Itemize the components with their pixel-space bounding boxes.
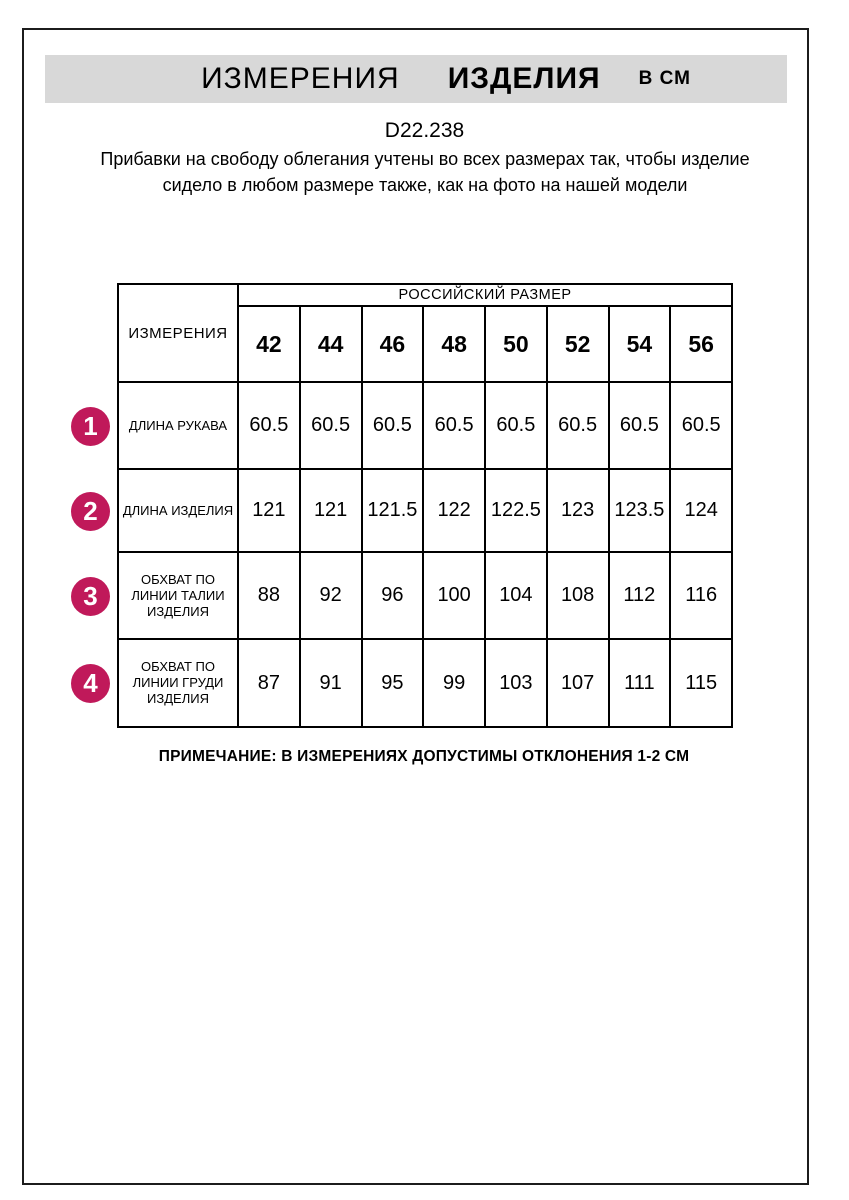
model-code: D22.238	[384, 119, 465, 142]
value-cell: 122.5	[485, 469, 547, 552]
row-number-badge-3: 3	[71, 577, 110, 616]
size-cell: 52	[547, 306, 609, 382]
row-label: ОБХВАТ ПО ЛИНИИ ТАЛИИ ИЗДЕЛИЯ	[118, 552, 238, 639]
value-cell: 123	[547, 469, 609, 552]
size-cell: 46	[362, 306, 424, 382]
row-number-badge-2: 2	[71, 492, 110, 531]
row-number-badge-4: 4	[71, 664, 110, 703]
size-cell: 44	[300, 306, 362, 382]
size-cell: 42	[238, 306, 300, 382]
value-cell: 99	[423, 639, 485, 727]
value-cell: 123.5	[609, 469, 671, 552]
table-row-size-group	[118, 284, 732, 306]
title-measurements: ИЗМЕРЕНИЯ	[201, 62, 400, 95]
size-cell: 54	[609, 306, 671, 382]
row-label: ДЛИНА ИЗДЕЛИЯ	[118, 469, 238, 552]
value-cell: 122	[423, 469, 485, 552]
table-row-item-length	[118, 469, 732, 552]
value-cell: 124	[670, 469, 732, 552]
row-label: ДЛИНА РУКАВА	[118, 382, 238, 469]
value-cell: 115	[670, 639, 732, 727]
value-cell: 108	[547, 552, 609, 639]
value-cell: 96	[362, 552, 424, 639]
table-row-chest-girth	[118, 639, 732, 727]
value-cell: 60.5	[485, 382, 547, 469]
title-bar	[45, 55, 787, 103]
value-cell: 121.5	[362, 469, 424, 552]
value-cell: 116	[670, 552, 732, 639]
value-cell: 92	[300, 552, 362, 639]
value-cell: 60.5	[670, 382, 732, 469]
value-cell: 60.5	[609, 382, 671, 469]
row-number-badge-1: 1	[71, 407, 110, 446]
value-cell: 121	[300, 469, 362, 552]
value-cell: 107	[547, 639, 609, 727]
fit-description: Прибавки на свободу облегания учтены во всех размерах так, чтобы изделие сидело в любом размере также, как на фото на нашей модели	[100, 149, 750, 195]
value-cell: 100	[423, 552, 485, 639]
title-unit: В СМ	[638, 68, 691, 89]
value-cell: 111	[609, 639, 671, 727]
value-cell: 60.5	[362, 382, 424, 469]
value-cell: 103	[485, 639, 547, 727]
value-cell: 88	[238, 552, 300, 639]
size-cell: 48	[423, 306, 485, 382]
value-cell: 91	[300, 639, 362, 727]
value-cell: 112	[609, 552, 671, 639]
value-cell: 95	[362, 639, 424, 727]
value-cell: 121	[238, 469, 300, 552]
value-cell: 60.5	[238, 382, 300, 469]
title-product: ИЗДЕЛИЯ	[447, 62, 601, 95]
row-label: ОБХВАТ ПО ЛИНИИ ГРУДИ ИЗДЕЛИЯ	[118, 639, 238, 727]
size-chart-table	[117, 283, 733, 728]
table-row-waist-girth	[118, 552, 732, 639]
value-cell: 60.5	[423, 382, 485, 469]
size-cell: 50	[485, 306, 547, 382]
russian-size-header-cell: РОССИЙСКИЙ РАЗМЕР	[238, 284, 732, 306]
value-cell: 60.5	[300, 382, 362, 469]
size-cell: 56	[670, 306, 732, 382]
measurements-header-cell: ИЗМЕРЕНИЯ	[118, 284, 238, 382]
table-row-sleeve-length	[118, 382, 732, 469]
value-cell: 104	[485, 552, 547, 639]
value-cell: 87	[238, 639, 300, 727]
value-cell: 60.5	[547, 382, 609, 469]
tolerance-note: ПРИМЕЧАНИЕ: В ИЗМЕРЕНИЯХ ДОПУСТИМЫ ОТКЛОНЕНИЯ 1-2 СМ	[158, 748, 690, 765]
